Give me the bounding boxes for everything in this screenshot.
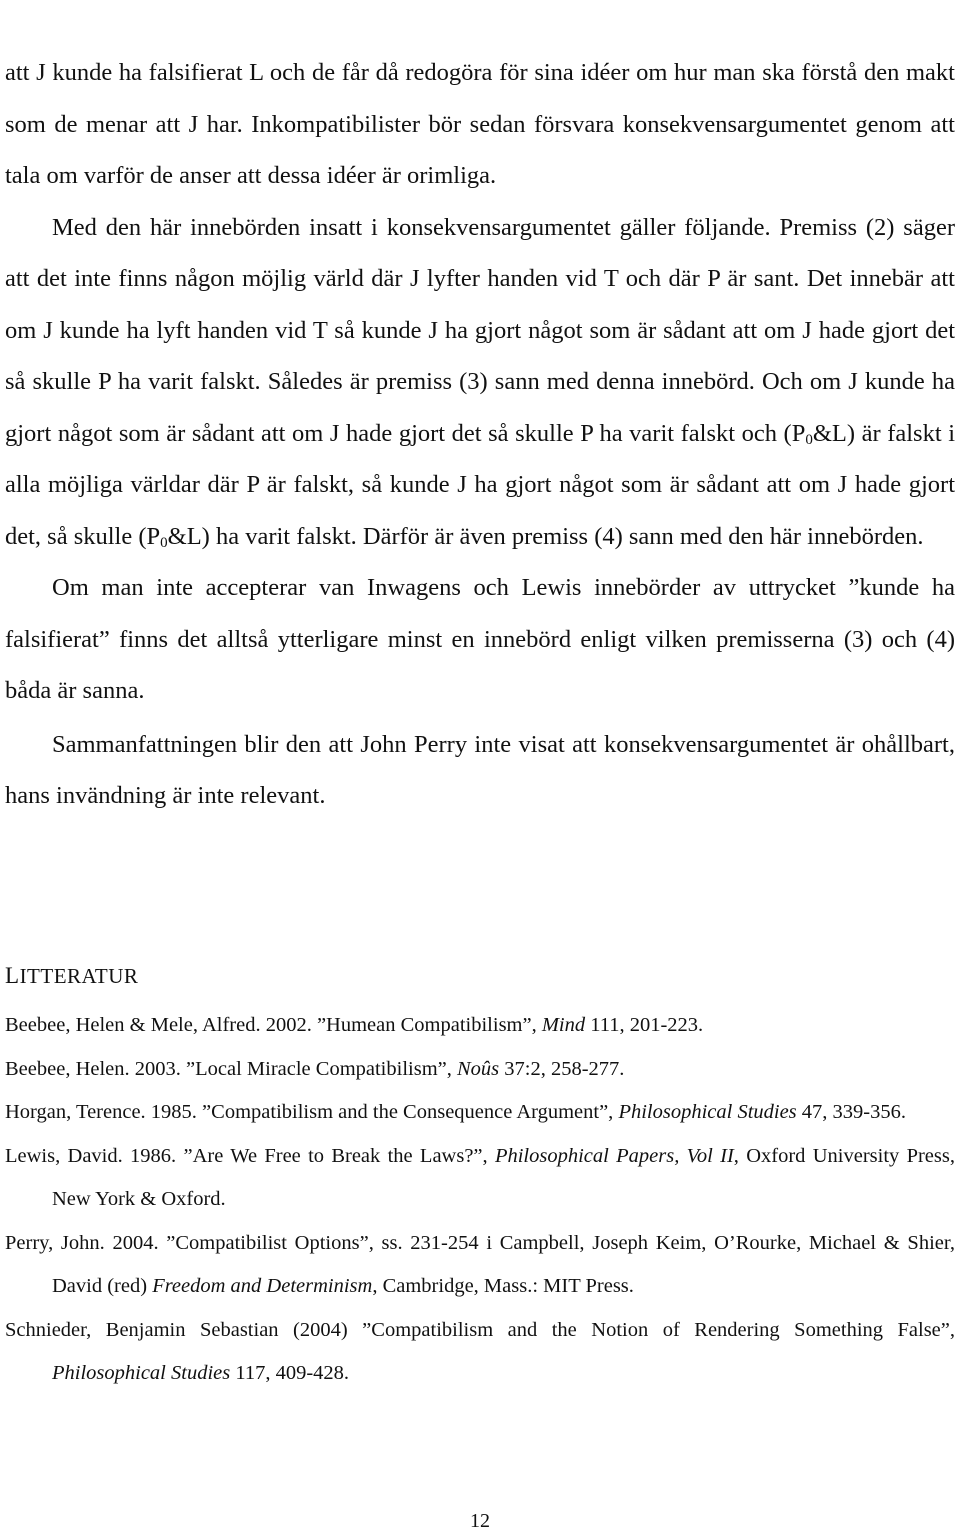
reference-tail: , Cambridge, Mass.: MIT Press.	[372, 1275, 634, 1297]
reference-item	[5, 1004, 955, 1048]
paragraph-text-part: &L) är falskt i alla möjliga världar där P är falskt, så kunde J ha gjort något som är sådant att om J hade gjort det, så skulle (P	[5, 419, 956, 550]
reference-item	[5, 1135, 955, 1222]
reference-journal: Philosophical Papers, Vol II	[494, 1144, 734, 1167]
paragraph-text-part: &L) ha varit falskt. Därför är även premiss (4) sann med den här innebörden.	[167, 522, 924, 550]
reference-lead: Beebee, Helen & Mele, Alfred. 2002. ”Humean Compatibilism”,	[5, 1014, 542, 1036]
reference-item	[5, 1222, 955, 1309]
paragraph-interpretation: Om man inte accepterar van Inwagens och Lewis innebörder av uttrycket ”kunde ha falsifierat” finns det alltså ytterligare minst en innebörd enligt vilken premisserna (3) och (4) båda är sanna.	[5, 574, 955, 704]
reference-item	[5, 1309, 955, 1396]
reference-tail: 117, 409-428.	[230, 1362, 350, 1384]
body-text	[5, 47, 955, 822]
reference-lead: Perry, John. 2004. ”Compatibilist Options”, ss. 231-254 i Campbell, Joseph Keim, O’Rourke, Michael & Shier, David (red)	[5, 1231, 955, 1297]
reference-journal: Philosophical Studies	[618, 1101, 797, 1123]
page-number: 12	[470, 1510, 490, 1532]
reference-tail: 111, 201-223.	[585, 1014, 704, 1036]
reference-lead: Beebee, Helen. 2003. ”Local Miracle Compatibilism”,	[5, 1057, 457, 1080]
subscript-zero: 0	[160, 534, 168, 551]
paragraph-consequence-argument	[5, 202, 955, 563]
references-heading	[5, 963, 138, 989]
paragraph-summary: Sammanfattningen blir den att John Perry inte visat att konsekvensargumentet är ohållbart, hans invändning är inte relevant.	[5, 730, 955, 809]
heading-initial: L	[5, 963, 20, 988]
heading-rest: ITTERATUR	[19, 964, 139, 988]
subscript-zero: 0	[805, 431, 813, 448]
reference-item	[5, 1048, 955, 1092]
reference-journal: Mind	[541, 1014, 586, 1036]
reference-tail: , Oxford University Press, New York & Oxford.	[52, 1144, 955, 1210]
reference-list	[5, 1004, 955, 1396]
reference-item	[5, 1091, 955, 1135]
reference-tail: 47, 339-356.	[796, 1101, 906, 1123]
reference-journal: Philosophical Studies	[52, 1362, 231, 1384]
reference-lead: Lewis, David. 1986. ”Are We Free to Break the Laws?”,	[5, 1144, 495, 1167]
paragraph-continuation: att J kunde ha falsifierat L och de får då redogöra för sina idéer om hur man ska förstå den makt som de menar att J har. Inkompatibilister bör sedan försvara konsekvensargumentet genom att tala om varför de anser att dessa idéer är orimliga.	[5, 59, 955, 189]
document-page	[5, 0, 956, 1384]
reference-tail: 37:2, 258-277.	[499, 1057, 625, 1080]
paragraph-text-part: Med den här innebörden insatt i konsekvensargumentet gäller följande. Premiss (2) säger att det inte finns någon möjlig värld där J lyfter handen vid T och där P är sant. Det innebär att om J kunde ha lyft handen vid T så kunde J ha gjort något som är sådant att om J hade gjort det så skulle P ha varit falskt. Således är premiss (3) sann med denna innebörd. Och om J kunde ha gjort något som är sådant att om J hade gjort det så skulle P ha varit falskt och (P	[5, 213, 955, 447]
reference-lead: Schnieder, Benjamin Sebastian (2004) ”Compatibilism and the Notion of Rendering Something False”,	[5, 1318, 955, 1341]
reference-journal: Freedom and Determinism	[152, 1275, 373, 1297]
reference-lead: Horgan, Terence. 1985. ”Compatibilism and the Consequence Argument”,	[5, 1101, 619, 1123]
reference-journal: Noûs	[457, 1057, 500, 1080]
